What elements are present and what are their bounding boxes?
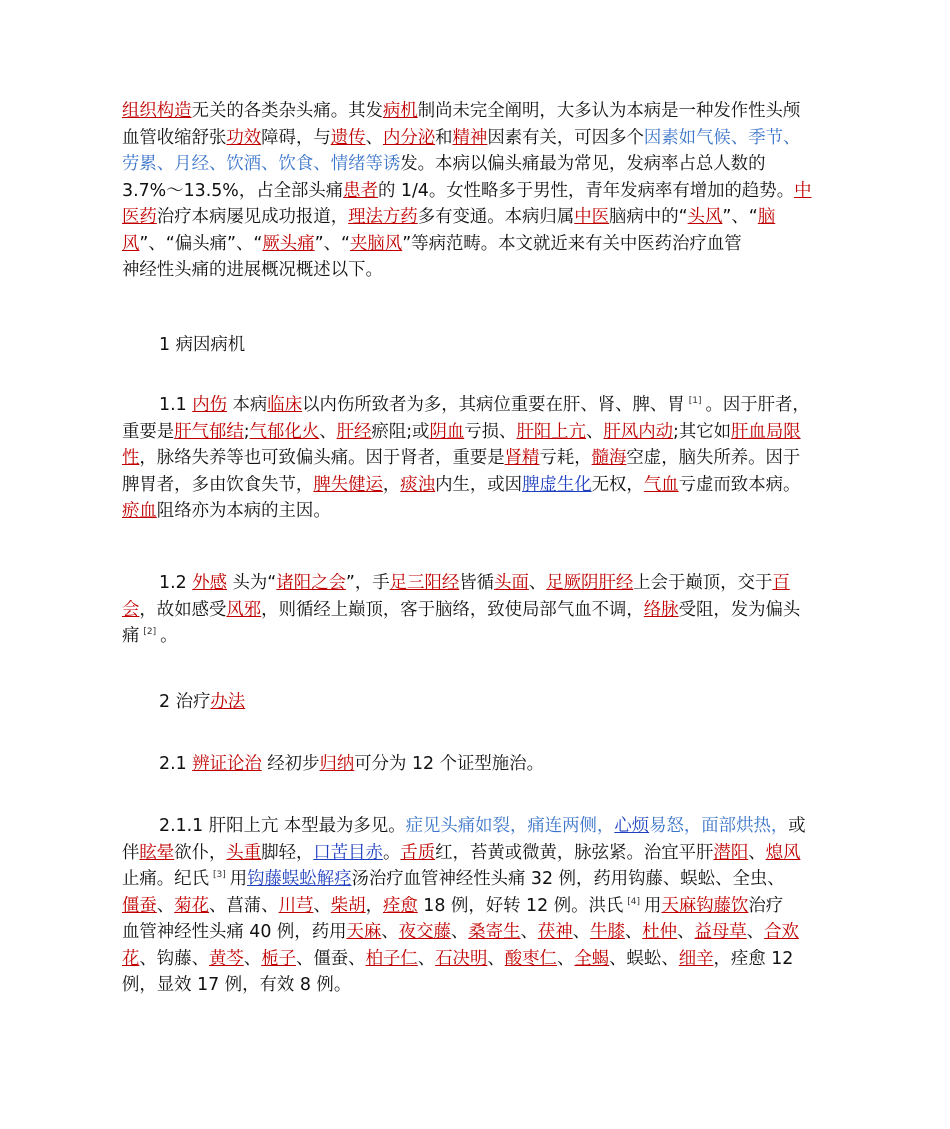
text-line: 僵蚕、菊花、菖蒲、川芎、柴胡，痊愈 18 例，好转 12 例。洪氏 [4] 用天麻钩藤饮治疗 — [122, 895, 784, 916]
link-term[interactable]: 瘀血 — [122, 501, 157, 521]
link-term[interactable]: 肾精 — [504, 448, 540, 468]
link-term[interactable]: 口苦目赤 — [313, 842, 383, 863]
text-line: 例，显效 17 例，有效 8 例。 — [122, 975, 352, 995]
link-term[interactable]: 组织构造 — [122, 101, 192, 121]
link-term[interactable]: 肝血局限 — [731, 421, 801, 442]
link-term[interactable]: 足厥阴肝经 — [546, 573, 634, 593]
link-term[interactable]: 诸阳之会 — [276, 573, 346, 593]
text-line: 2.1.1 肝阳上亢 本型最为多见。症见头痛如裂，痛连两侧，心烦易怒，面部烘热，或 — [159, 816, 806, 836]
link-term[interactable]: 性 — [122, 448, 140, 468]
link-term[interactable]: 肝气郁结 — [174, 421, 244, 442]
link-term[interactable]: 细辛 — [678, 948, 714, 969]
link-term[interactable]: 茯神 — [537, 922, 573, 942]
paragraph-2-1-1 — [122, 813, 832, 999]
link-term[interactable]: 遗传 — [330, 127, 366, 148]
link-term[interactable]: 中 — [794, 180, 812, 201]
text-line: 会，故如感受风邪，则循经上巅顶，客于脑络，致使局部气血不调，络脉受阻，发为偏头 — [122, 599, 801, 620]
link-term[interactable]: 夹脑风 — [350, 233, 403, 254]
text-line: 花、钩藤、黄芩、栀子、僵蚕、柏子仁、石决明、酸枣仁、全蝎、蜈蚣、细辛，痊愈 12 — [122, 948, 794, 969]
text-line: 劳累、月经、饮酒、饮食、情绪等诱发。本病以偏头痛最为常见，发病率占总人数的 — [122, 154, 766, 174]
highlight-text: 易怒，面部烘热， — [649, 816, 789, 836]
link-term[interactable]: 钩藤蜈蚣解痉 — [247, 869, 352, 889]
link-term[interactable]: 头面 — [494, 573, 529, 593]
text-line: 血管收缩舒张功效障碍，与遗传、内分泌和精神因素有关，可因多个因素如气候、季节、 — [122, 127, 801, 148]
link-term[interactable]: 全蝎 — [574, 948, 610, 969]
link-term[interactable]: 心烦 — [614, 816, 650, 836]
text-line: 重要是肝气郁结;气郁化火、肝经瘀阻;或阴血亏损、肝阳上亢、肝风内动;其它如肝血局限 — [122, 421, 801, 442]
link-term[interactable]: 天麻 — [346, 922, 382, 942]
text-line: 1.1 内伤 本病临床以内伤所致者为多，其病位重要在肝、肾、脾、胃 [1] 。因于肝者， — [159, 395, 810, 415]
link-term[interactable]: 牛膝 — [590, 922, 625, 942]
link-term[interactable]: 栀子 — [261, 948, 296, 969]
text-line: 止痛。纪氏 [3] 用钩藤蜈蚣解痉汤治疗血管神经性头痛 32 例，药用钩藤、蜈蚣、全虫、 — [122, 869, 785, 889]
link-term[interactable]: 病机 — [382, 101, 418, 121]
link-term[interactable]: 外感 — [192, 573, 227, 593]
paragraph-2-1: 2.1 辨证论治 经初步归纳可分为 12 个证型施治。 — [159, 754, 544, 774]
link-term[interactable]: 气郁化火 — [249, 421, 320, 442]
link-term[interactable]: 阴血 — [429, 421, 465, 442]
text-line: 血管神经性头痛 40 例，药用天麻、夜交藤、桑寄生、茯神、牛膝、杜仲、益母草、合欢 — [122, 922, 799, 942]
link-term[interactable]: 肝阳上亢 — [516, 421, 587, 442]
link-term[interactable]: 辨证论治 — [192, 754, 262, 774]
link-term[interactable]: 痰浊 — [400, 474, 436, 495]
link-term[interactable]: 黄芩 — [208, 948, 244, 969]
citation: [3] — [212, 870, 226, 880]
link-term[interactable]: 夜交藤 — [398, 922, 451, 942]
link-term[interactable]: 桑寄生 — [468, 922, 521, 942]
paragraph-1-1 — [122, 392, 832, 525]
link-term[interactable]: 川芎 — [278, 895, 314, 916]
paragraph-1-2 — [122, 570, 832, 650]
link-term[interactable]: 熄风 — [765, 842, 801, 863]
text-line: 瘀血阻络亦为本病的主因。 — [122, 501, 331, 521]
link-term[interactable]: 髓海 — [591, 448, 627, 468]
text-line: 1.2 外感 头为“诸阳之会”，手足三阳经皆循头面、足厥阴肝经上会于巅顶，交于百 — [159, 573, 790, 593]
highlight-text: 劳累、月经、饮酒、饮食、情绪等诱 — [122, 154, 401, 174]
link-term[interactable]: 百 — [772, 573, 790, 593]
section-heading: 1 病因病机 — [159, 335, 246, 355]
link-term[interactable]: 会 — [122, 599, 140, 620]
text-line: 痛 [2] 。 — [122, 626, 178, 646]
link-term[interactable]: 痊愈 — [382, 895, 418, 916]
link-term[interactable]: 头重 — [226, 842, 262, 863]
link-term[interactable]: 理法方药 — [348, 207, 418, 227]
link-term[interactable]: 菊花 — [174, 895, 209, 916]
link-term[interactable]: 脾虚生化 — [522, 474, 592, 495]
link-term[interactable]: 肝风内动 — [603, 421, 673, 442]
text-line: 组织构造无关的各类杂头痛。其发病机制尚未完全阐明，大多认为本病是一种发作性头颅 — [122, 101, 801, 121]
link-term[interactable]: 风邪 — [226, 599, 262, 620]
link-term[interactable]: 柏子仁 — [365, 948, 418, 969]
link-term[interactable]: 内伤 — [192, 395, 227, 415]
text-line: 伴眩晕欲仆，头重脚轻，口苦目赤。舌质红，苔黄或微黄，脉弦紧。治宜平肝潜阳、熄风 — [122, 842, 801, 863]
highlight-text: 因素如气候、季节、 — [643, 127, 801, 148]
link-term[interactable]: 僵蚕 — [122, 895, 157, 916]
link-term[interactable]: 中医 — [574, 207, 610, 227]
link-term[interactable]: 临床 — [267, 395, 303, 415]
link-term[interactable]: 柴胡 — [330, 895, 366, 916]
citation: [1] — [688, 396, 702, 406]
text-line: 3.7%～13.5%，占全部头痛患者的 1/4。女性略多于男性，青年发病率有增加的趋势。中 — [122, 180, 812, 201]
link-term[interactable]: 花 — [122, 948, 140, 969]
link-term[interactable]: 足三阳经 — [389, 573, 460, 593]
link-term[interactable]: 潜阳 — [713, 842, 749, 863]
link-term[interactable]: 肝经 — [336, 421, 372, 442]
link-term[interactable]: 眩晕 — [139, 842, 175, 863]
link-term[interactable]: 内分泌 — [382, 127, 436, 148]
link-term[interactable]: 脾失健运 — [313, 474, 383, 495]
text-line: 脾胃者，多由饮食失节，脾失健运，痰浊内生，或因脾虚生化无权，气血亏虚而致本病。 — [122, 474, 801, 495]
link-term[interactable]: 风 — [122, 233, 140, 254]
link-term[interactable]: 头风 — [687, 207, 723, 227]
link-term[interactable]: 医药 — [122, 207, 157, 227]
highlight-text: 症见头痛如裂，痛连两侧， — [405, 816, 615, 836]
link-term[interactable]: 合欢 — [764, 922, 799, 942]
link-term[interactable]: 杜仲 — [642, 922, 678, 942]
intro-paragraph — [122, 98, 832, 284]
text-line: 性，脉络失养等也可致偏头痛。因于肾者，重要是肾精亏耗，髓海空虚，脑失所养。因于 — [122, 448, 801, 468]
link-term[interactable]: 络脉 — [643, 599, 679, 620]
link-term[interactable]: 益母草 — [694, 922, 747, 942]
link-term[interactable]: 气血 — [643, 474, 679, 495]
citation: [2] — [143, 627, 157, 637]
link-term[interactable]: 办法 — [210, 692, 246, 712]
link-term[interactable]: 归纳 — [319, 754, 355, 774]
text-line: 神经性头痛的进展概况概述以下。 — [122, 260, 383, 280]
link-term[interactable]: 舌质 — [400, 842, 436, 863]
text-line: 风”、“偏头痛”、“厥头痛”、“夹脑风”等病范畴。本文就近来有关中医药治疗血管 — [122, 233, 742, 254]
link-term[interactable]: 脑 — [757, 207, 776, 227]
citation: [4] — [627, 896, 641, 907]
link-term[interactable]: 患者 — [343, 180, 378, 201]
link-term[interactable]: 精神 — [452, 127, 488, 148]
link-term[interactable]: 功效 — [226, 127, 262, 148]
link-term[interactable]: 厥头痛 — [262, 233, 315, 254]
text-line: 医药治疗本病屡见成功报道，理法方药多有变通。本病归属中医脑病中的“头风”、“脑 — [122, 207, 776, 227]
section-heading: 2 治疗办法 — [159, 692, 246, 712]
link-term[interactable]: 天麻钩藤饮 — [661, 895, 749, 916]
link-term[interactable]: 石决明 — [435, 948, 488, 969]
link-term[interactable]: 酸枣仁 — [504, 948, 557, 969]
